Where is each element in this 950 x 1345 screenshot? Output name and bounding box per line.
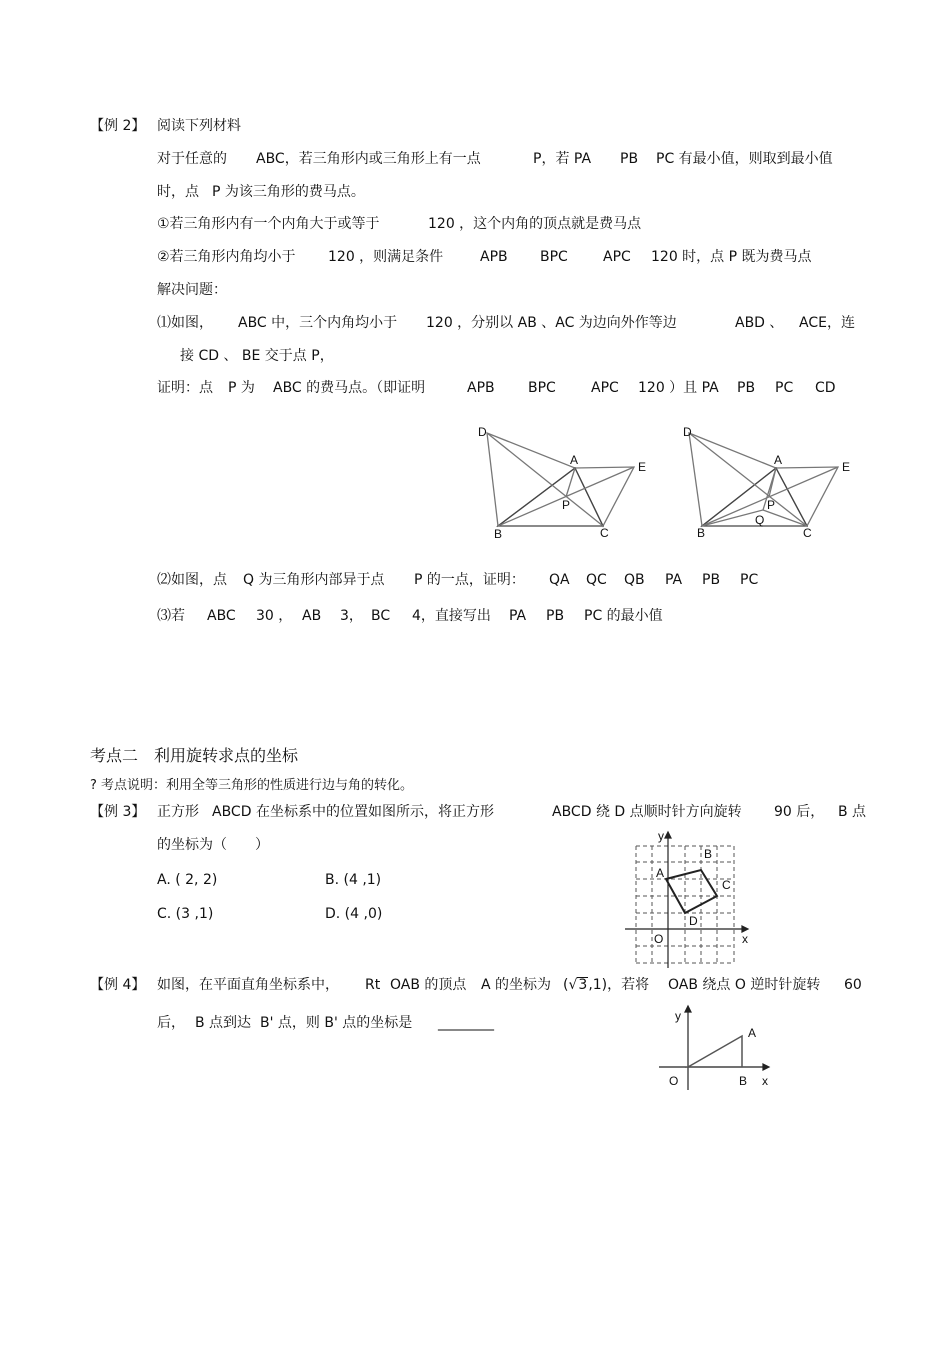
- question-2-number: ⑵如图，点: [157, 572, 227, 588]
- point-d-label: D: [478, 425, 487, 439]
- text-segment: 120 ，则满足条件: [328, 249, 444, 265]
- section-note: ? 考点说明：利用全等三角形的性质进行边与角的转化。: [90, 778, 414, 793]
- fermat-figure-1: [470, 420, 660, 550]
- question-3-number: ⑶若: [157, 608, 185, 624]
- text-segment: Q 为三角形内部异于点: [243, 572, 385, 588]
- text-segment: P，若 PA: [533, 151, 592, 167]
- text-segment: 4，直接写出: [412, 608, 491, 624]
- text-segment: ABD 、: [735, 315, 784, 331]
- text-segment: OAB 绕点 O 逆时针旋转: [668, 977, 821, 993]
- text-segment: QB: [624, 572, 645, 588]
- option-a: A. ( 2, 2): [157, 872, 218, 888]
- question-1-number: ⑴如图，: [157, 315, 213, 331]
- answer-blank[interactable]: ________: [438, 1015, 494, 1031]
- origin-label: O: [669, 1074, 679, 1088]
- text-segment: APB: [480, 249, 508, 265]
- text-segment: BC: [371, 608, 391, 624]
- point-b-label: B: [739, 1074, 748, 1088]
- text-segment: ABCD 在坐标系中的位置如图所示，将正方形: [212, 804, 494, 820]
- text-segment: 证明：点: [157, 380, 213, 396]
- point-c-label: C: [722, 878, 731, 892]
- text-segment: ABC，若三角形内或三角形上有一点: [256, 151, 481, 167]
- point-b-label: B: [697, 526, 706, 540]
- section-heading: 考点二 利用旋转求点的坐标: [90, 746, 299, 765]
- text-segment: ①若三角形内有一个内角大于或等于: [157, 216, 380, 232]
- text-segment: B 点: [838, 804, 867, 820]
- text-segment: 30 ，: [256, 608, 293, 624]
- text-segment: 90 后，: [774, 804, 825, 820]
- text-segment: BPC: [528, 380, 556, 396]
- text-segment: 3，: [340, 608, 363, 624]
- text-segment: QA: [549, 572, 570, 588]
- text-segment: ABC 的费马点。（即证明: [273, 380, 426, 396]
- text-segment: 解决问题：: [157, 282, 227, 298]
- point-c-label: C: [600, 526, 609, 540]
- text-segment: PC 有最小值，则取到最小值: [656, 151, 833, 167]
- coord-open: (: [563, 977, 569, 993]
- text-segment: PC: [775, 380, 794, 396]
- point-p-label: P: [767, 498, 776, 512]
- text-segment: 60: [844, 977, 862, 993]
- point-b-label: B: [704, 847, 713, 861]
- text-segment: AB: [302, 608, 322, 624]
- text-segment: APC: [603, 249, 631, 265]
- point-a-label: A: [774, 453, 783, 467]
- text-segment: PB: [702, 572, 721, 588]
- text-segment: B' 点，则 B' 点的坐标是: [260, 1015, 413, 1031]
- y-axis-label: y: [658, 829, 664, 843]
- text-segment: 正方形: [157, 804, 199, 820]
- text-segment: 120 ，这个内角的顶点就是费马点: [428, 216, 642, 232]
- point-e-label: E: [638, 460, 647, 474]
- option-c: C. (3 ,1): [157, 906, 214, 922]
- text-segment: 后，: [157, 1015, 185, 1031]
- text-segment: 对于任意的: [157, 151, 227, 167]
- text-segment: APB: [467, 380, 495, 396]
- point-a-label: A: [748, 1026, 757, 1040]
- text-segment: 时，点: [157, 184, 199, 200]
- point-p-label: P: [562, 498, 571, 512]
- point-c-label: C: [803, 526, 812, 540]
- text-segment: PC 的最小值: [584, 608, 663, 624]
- text-segment: ABCD 绕 D 点顺时针方向旋转: [552, 804, 742, 820]
- text-segment: 的坐标为（ ）: [157, 837, 269, 853]
- text-segment: PB: [620, 151, 639, 167]
- example-3-tag: 【例 3】: [90, 804, 146, 820]
- coord-close: ,1)，若将: [588, 977, 650, 993]
- text-segment: BPC: [540, 249, 568, 265]
- text-segment: PA: [509, 608, 527, 624]
- x-axis-label: x: [742, 932, 748, 946]
- text-segment: ABC 中，三个内角均小于: [238, 315, 398, 331]
- text-segment: ACE，连: [799, 315, 855, 331]
- text-segment: PC: [740, 572, 759, 588]
- text-segment: P 的一点，证明：: [414, 572, 525, 588]
- example-2-tag: 【例 2】: [90, 118, 146, 134]
- text-segment: 120 ）且 PA: [638, 380, 719, 396]
- point-d-label: D: [689, 914, 698, 928]
- text-segment: ABC: [207, 608, 236, 624]
- triangle-axes-figure: [655, 1000, 785, 1095]
- origin-label: O: [654, 932, 664, 946]
- option-b: B. (4 ,1): [325, 872, 382, 888]
- x-axis-label: x: [762, 1074, 768, 1088]
- text-segment: P 为该三角形的费马点。: [212, 184, 365, 200]
- text-segment: 接 CD 、 BE 交于点 P，: [180, 348, 334, 364]
- text-segment: OAB 的顶点: [390, 977, 467, 993]
- text-segment: APC: [591, 380, 619, 396]
- radicand: 3: [578, 977, 588, 993]
- option-d: D. (4 ,0): [325, 906, 383, 922]
- y-axis-label: y: [675, 1009, 681, 1023]
- text-segment: PB: [546, 608, 565, 624]
- point-e-label: E: [842, 460, 851, 474]
- text-segment: A 的坐标为: [481, 977, 552, 993]
- point-q-label: Q: [755, 513, 765, 527]
- text-segment: PA: [665, 572, 683, 588]
- point-b-label: B: [494, 527, 503, 541]
- fermat-figure-2: [675, 420, 865, 550]
- text-segment: CD: [815, 380, 836, 396]
- example-4-tag: 【例 4】: [90, 977, 146, 993]
- example-2-title: 阅读下列材料: [157, 118, 241, 134]
- coordinate-expression: [563, 977, 649, 993]
- point-a-label: A: [570, 453, 579, 467]
- sqrt-sign: √: [568, 977, 578, 993]
- text-segment: 如图，在平面直角坐标系中，: [157, 977, 339, 993]
- text-segment: B 点到达: [195, 1015, 252, 1031]
- text-segment: P 为: [228, 380, 255, 396]
- point-a-label: A: [656, 866, 665, 880]
- text-segment: QC: [586, 572, 607, 588]
- text-segment: ②若三角形内角均小于: [157, 249, 296, 265]
- text-segment: PB: [737, 380, 756, 396]
- text-segment: Rt: [365, 977, 381, 993]
- coordinate-grid-figure: [620, 828, 760, 968]
- point-d-label: D: [683, 425, 692, 439]
- text-segment: 120 时，点 P 既为费马点: [651, 249, 812, 265]
- text-segment: 120 ，分别以 AB 、AC 为边向外作等边: [426, 315, 677, 331]
